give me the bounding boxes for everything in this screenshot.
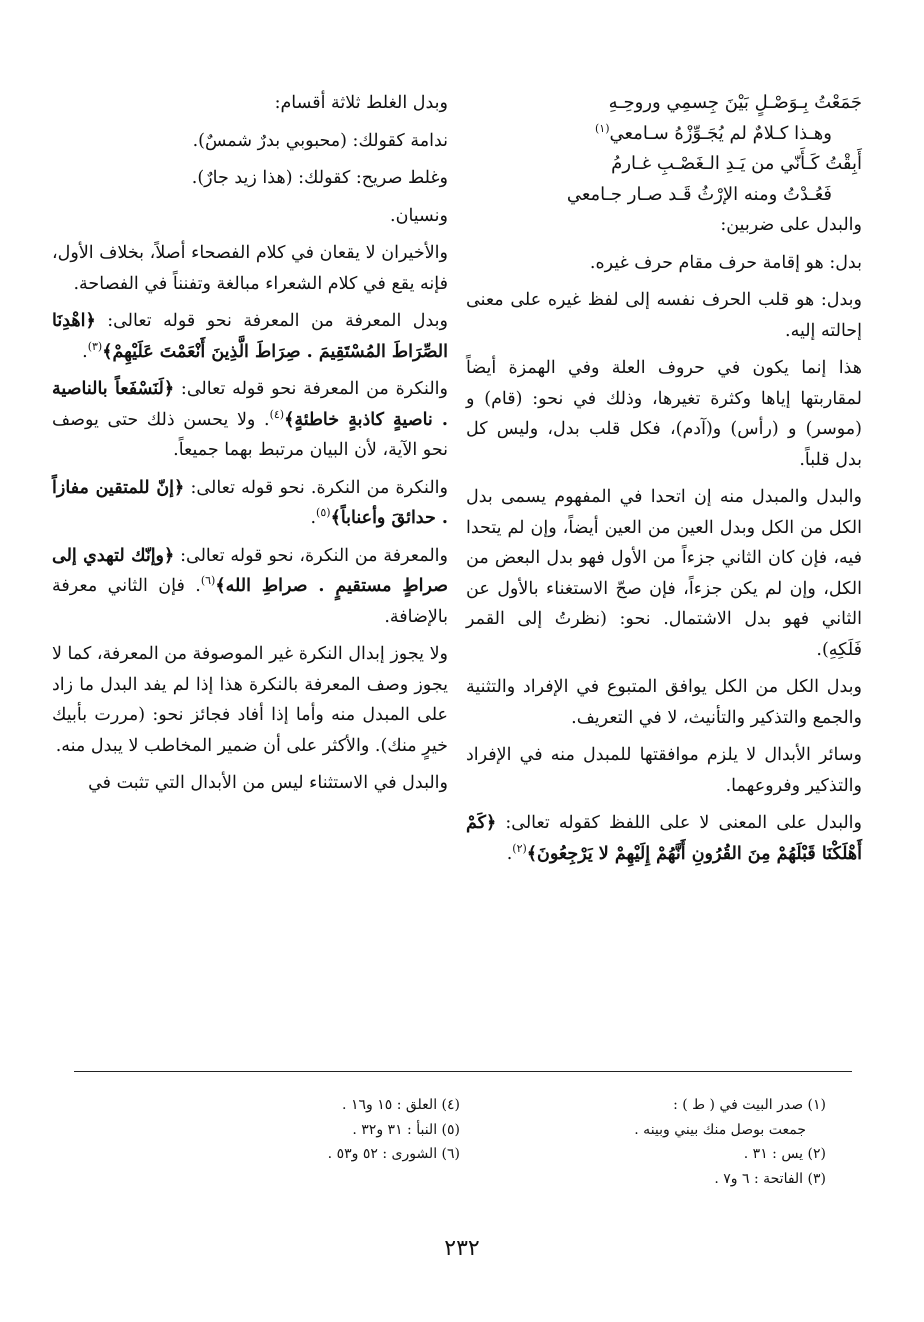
paragraph <box>52 238 448 299</box>
footnote-separator <box>74 1071 852 1072</box>
quran-verse: ﴿اهْدِنَا الصِّرَاطَ المُسْتَقِيمَ . صِرَاطَ الَّذِينَ أَنْعَمْتَ عَلَيْهِمْ﴾ <box>52 311 448 362</box>
paragraph-tail: . <box>310 508 317 528</box>
paragraph-text: جَمَعْتُ بِـوَصْـلٍ بَيْنَ جِسمِي وروحِـهِ <box>608 92 862 113</box>
paragraph-text: والبدل على ضربين: <box>720 215 862 235</box>
footnote-ref: (٣) <box>87 339 103 353</box>
poem-verse <box>466 149 862 180</box>
quran-verse: ﴿وإنّك لتهدي إلى صراطٍ مستقيمٍ . صراطِ الله﴾ <box>52 545 448 596</box>
paragraph-text: وبدل الغلط ثلاثة أقسام: <box>274 93 448 113</box>
paragraph-text: وسائر الأبدال لا يلزم موافقتها للمبدل منه في الإفراد والتذكير وفروعهما. <box>466 745 862 796</box>
paragraph <box>466 248 862 279</box>
paragraph-text: بدل: هو إقامة حرف مقام حرف غيره. <box>589 252 862 273</box>
paragraph-tail: . ولا يحسن ذلك حتى يوصف نحو الآية، لأن البيان مرتبط بهما جميعاً. <box>52 409 448 460</box>
footnote: جمعت بوصل منك بيني وبينه . <box>634 1121 806 1138</box>
paragraph-text: والبدل في الاستثناء ليس من الأبدال التي تثبت في <box>88 773 448 793</box>
paragraph-text: هذا إنما يكون في حروف العلة وفي الهمزة أيضاً لمقاربتها إياها وكثرة تغيرها، وذلك في نحو: (قام) و (موسر) و (رأس) و(آدم)، فكل قلب بدل، وليس كل بدل قلباً. <box>466 358 862 470</box>
paragraph-text: والبدل على المعنى لا على اللفظ كقوله تعالى: <box>505 813 862 833</box>
paragraph-tail: . <box>82 341 88 362</box>
poem-verse <box>466 88 862 119</box>
paragraph-text: والأخيران لا يقعان في كلام الفصحاء أصلاً، بخلاف الأول، فإنه يقع في كلام الشعراء مبالغة وتفنناً في الفصاحة. <box>52 243 448 294</box>
paragraph-tail: . <box>506 843 513 864</box>
paragraph-text: والمعرفة من النكرة، نحو قوله تعالى: <box>180 545 448 566</box>
paragraph-text: ولا يجوز إبدال النكرة غير الموصوفة من المعرفة، كما لا يجوز وصف المعرفة بالنكرة هذا إذا لم يفد البدل ما زاد على المبدل منه وأما إذا أفاد فجائز نحو: (مررت بأبيك خيرٍ منك). والأكثر على أن ضمير المخاطب لا يبدل منه. <box>52 644 448 756</box>
paragraph <box>52 201 448 232</box>
poem-verse <box>466 119 862 150</box>
footnote-ref: (٤) <box>269 407 285 421</box>
paragraph <box>466 353 862 475</box>
paragraph-text: وبدل المعرفة من المعرفة نحو قوله تعالى: <box>107 311 448 331</box>
paragraph <box>52 639 448 761</box>
paragraph <box>52 163 448 194</box>
paragraph <box>466 210 862 241</box>
paragraph-text: والنكرة من النكرة. نحو قوله تعالى: <box>190 477 448 498</box>
paragraph <box>466 740 862 801</box>
footnote: (٦) الشورى : ٥٢ و٥٣ . <box>327 1146 460 1162</box>
footnotes-right <box>486 1093 826 1191</box>
paragraph <box>52 126 448 157</box>
paragraph-text: وبدل الكل من الكل يوافق المتبوع في الإفراد والتثنية والجمع والتذكير والتأنيث، لا في التعريف. <box>466 677 862 728</box>
paragraph-text: فَعُـدْتُ ومنه الإرْثُ قَـد صـار جـامعي <box>566 183 832 205</box>
paragraph <box>466 808 862 869</box>
left-text-column <box>52 88 448 806</box>
paragraph <box>52 306 448 367</box>
right-text-column <box>466 88 862 876</box>
footnote-ref: (٥) <box>316 506 331 520</box>
paragraph <box>466 285 862 346</box>
paragraph-text: وبدل: هو قلب الحرف نفسه إلى لفظ غيره على معنى إحالته إليه. <box>466 290 862 341</box>
paragraph-text: ندامة كقولك: (محبوبي بدرٌ شمسٌ). <box>192 130 448 151</box>
quran-verse: ﴿لَنَسْفَعاً بالناصية . ناصيةٍ كاذبةٍ خاطئةٍ﴾ <box>52 379 448 430</box>
paragraph-text: ونسيان. <box>390 205 448 226</box>
paragraph <box>52 541 448 633</box>
paragraph <box>52 88 448 119</box>
paragraph <box>466 482 862 665</box>
paragraph-text: أَبِقْتُ كَـأَنّي من يَـدِ الـغَصْـبِ غـارمُ <box>611 153 862 174</box>
paragraph <box>466 672 862 733</box>
paragraph-text: والبدل والمبدل منه إن اتحدا في المفهوم يسمى بدل الكل من الكل وبدل العين من العين أيضاً، وإن لم يتحدا فيه، فإن كان الثاني جزءاً من الأول فهو بدل البعض من الكل، وإن لم يكن جزءاً، فإن صحّ الاستغناء بالأول عن الثاني فهو بدل الاشتمال. نحو: (نظرتُ إلى القمر فَلَكِهِ). <box>466 487 862 660</box>
footnote-ref: (٦) <box>200 574 216 588</box>
paragraph-text: والنكرة من المعرفة نحو قوله تعالى: <box>180 379 448 399</box>
paragraph-tail: . فإن الثاني معرفة بالإضافة. <box>52 576 448 627</box>
footnote: (٤) العلق : ١٥ و١٦ . <box>342 1097 460 1113</box>
footnotes-left <box>120 1093 460 1167</box>
paragraph-text: وهـذا كـلامٌ لم يُجَـوِّزْهُ سـامعي <box>609 122 832 144</box>
quran-verse: ﴿إنّ للمتقين مفازاً . حدائقَ وأعناباً﴾ <box>52 477 448 528</box>
footnote: (٢) يس : ٣١ . <box>743 1146 826 1162</box>
footnote: (١) صدر البيت في ( ط ) : <box>673 1097 826 1113</box>
paragraph <box>52 473 448 534</box>
paragraph-text: وغلط صريح: كقولك: (هذا زيد جارٌ). <box>191 168 448 188</box>
footnote: (٥) النبأ : ٣١ و٣٢ . <box>352 1121 460 1138</box>
footnote-ref: (١) <box>595 121 610 135</box>
quran-verse: ﴿كَمْ أَهْلَكْنَا قَبْلَهُمْ مِنَ القُرُونِ أَنَّهُمْ إِلَيْهِمْ لا يَرْجِعُونَ﴾ <box>466 813 862 864</box>
footnote-ref: (٢) <box>512 841 527 855</box>
paragraph <box>52 374 448 466</box>
paragraph <box>52 768 448 799</box>
poem-verse <box>466 180 862 211</box>
footnote: (٣) الفاتحة : ٦ و٧ . <box>714 1170 826 1187</box>
page-number: ٢٣٢ <box>444 1236 480 1261</box>
